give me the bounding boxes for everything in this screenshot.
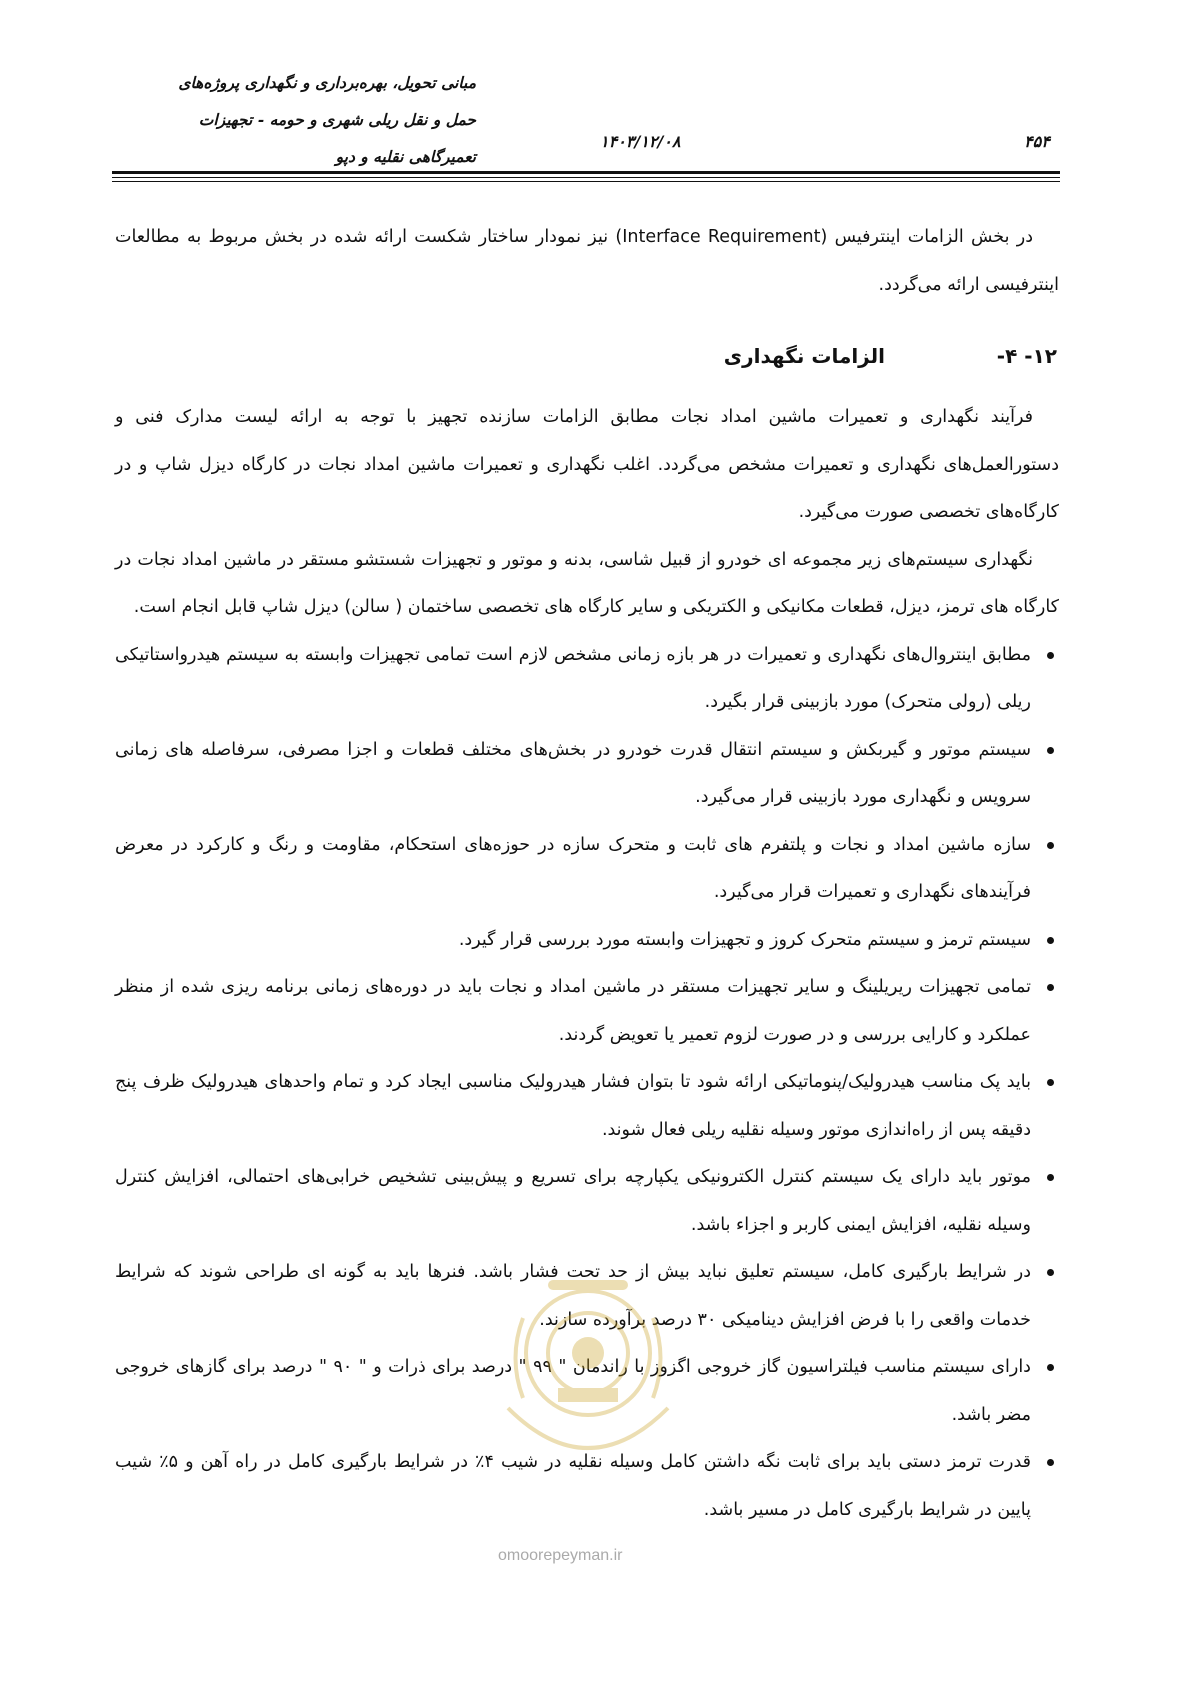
bullet-item: قدرت ترمز دستی باید برای ثابت نگه داشتن کامل وسیله نقلیه در شیب ۴٪ در شرایط بارگیری کامل در راه آهن و ۵٪ شیب پایین در شرایط بارگیری کامل در مسیر باشد. xyxy=(115,1439,1059,1534)
intro-paragraph: در بخش الزامات اینترفیس (Interface Requirement) نیز نمودار ساختار شکست ارائه شده در بخش مربوط به مطالعات اینترفیسی ارائه می‌گردد. xyxy=(115,227,1059,295)
bullet-item: در شرایط بارگیری کامل، سیستم تعلیق نباید بیش از حد تحت فشار باشد. فنرها باید به گونه ای طراحی شوند که شرایط خدمات واقعی را با فرض افزایش دینامیکی ۳۰ درصد برآورده سازند. xyxy=(115,1249,1059,1344)
bullet-item: سازه ماشین امداد و نجات و پلتفرم های ثابت و متحرک سازه در حوزه‌های استحکام، مقاومت و رنگ و کارکرد در معرض فرآیندهای نگهداری و تعمیرات قرار می‌گیرد. xyxy=(115,822,1059,917)
page-number: ۴۵۴ xyxy=(1024,132,1050,151)
bullet-item: تمامی تجهیزات ریریلینگ و سایر تجهیزات مستقر در ماشین امداد و نجات باید در دوره‌های زمانی برنامه ریزی شده از منظر عملکرد و کارایی بررسی و در صورت لزوم تعمیر یا تعویض گردند. xyxy=(115,964,1059,1059)
header-rule-thick xyxy=(112,171,1060,174)
header-rule-thin xyxy=(112,177,1060,178)
bullet-item: دارای سیستم مناسب فیلتراسیون گاز خروجی اگزوز با راندمان " ۹۹ " درصد برای ذرات و " ۹۰ " درصد برای گازهای خروجی مضر باشد. xyxy=(115,1344,1059,1439)
header-title-line-3: تعمیرگاهی نقلیه و دپو xyxy=(335,147,476,166)
bullet-item: سیستم موتور و گیربکش و سیستم انتقال قدرت خودرو در بخش‌های مختلف قطعات و اجزا مصرفی، سرفاصله های زمانی سرویس و نگهداری مورد بازبینی قرار می‌گیرد. xyxy=(115,727,1059,822)
bullet-item: سیستم ترمز و سیستم متحرک کروز و تجهیزات وابسته مورد بررسی قرار گیرد. xyxy=(115,917,1059,965)
bullet-item: موتور باید دارای یک سیستم کنترل الکترونیکی یکپارچه برای تسریع و پیش‌بینی تشخیص خرابی‌های احتمالی، افزایش کنترل وسیله نقلیه، افزایش ایمنی کاربر و اجزاء باشد. xyxy=(115,1154,1059,1249)
section-number: ۱۲- ۴- xyxy=(996,343,1057,368)
header-title xyxy=(96,64,476,175)
watermark-seal xyxy=(488,1258,688,1468)
header-title-line-1: مبانی تحویل، بهره‌برداری و نگهداری پروژه‌های xyxy=(178,73,476,92)
watermark-url: omoorepeyman.ir xyxy=(498,1547,623,1564)
header-date: ۱۴۰۳/۱۲/۰۸ xyxy=(600,132,681,151)
header-title-line-2: حمل و نقل ریلی شهری و حومه - تجهیزات xyxy=(198,110,476,129)
paragraph-2: نگهداری سیستم‌های زیر مجموعه ای خودرو از قبیل شاسی، بدنه و موتور و تجهیزات شستشو مستقر در ماشین امداد نجات در کارگاه های ترمز، دیزل، قطعات مکانیکی و الکتریکی و سایر کارگاه های تخصصی ساختمان ( سالن) دیزل شاپ قابل انجام است. xyxy=(115,549,1059,617)
bullet-item: باید پک مناسب هیدرولیک/پنوماتیکی ارائه شود تا بتوان فشار هیدرولیک مناسبی ایجاد کرد و تمام واحدهای هیدرولیک ظرف پنج دقیقه پس از راه‌اندازی موتور وسیله نقلیه ریلی فعال شوند. xyxy=(115,1059,1059,1154)
header-rule-thin-2 xyxy=(112,181,1060,182)
section-heading xyxy=(115,333,1059,380)
paragraph-1: فرآیند نگهداری و تعمیرات ماشین امداد نجات مطابق الزامات سازنده تجهیز با توجه به ارائه لیست مدارک فنی و دستورالعمل‌های نگهداری و تعمیرات مشخص می‌گردد. اغلب نگهداری و تعمیرات ماشین امداد نجات در کارگاه دیزل شاپ و در کارگاه‌های تخصصی صورت می‌گیرد. xyxy=(115,407,1059,522)
section-title: الزامات نگهداری xyxy=(723,343,885,368)
bullet-item: مطابق اینتروال‌های نگهداری و تعمیرات در هر بازه زمانی مشخص لازم است تمامی تجهیزات وابسته به سیستم هیدرواستاتیکی ریلی (رولی متحرک) مورد بازبینی قرار بگیرد. xyxy=(115,632,1059,727)
